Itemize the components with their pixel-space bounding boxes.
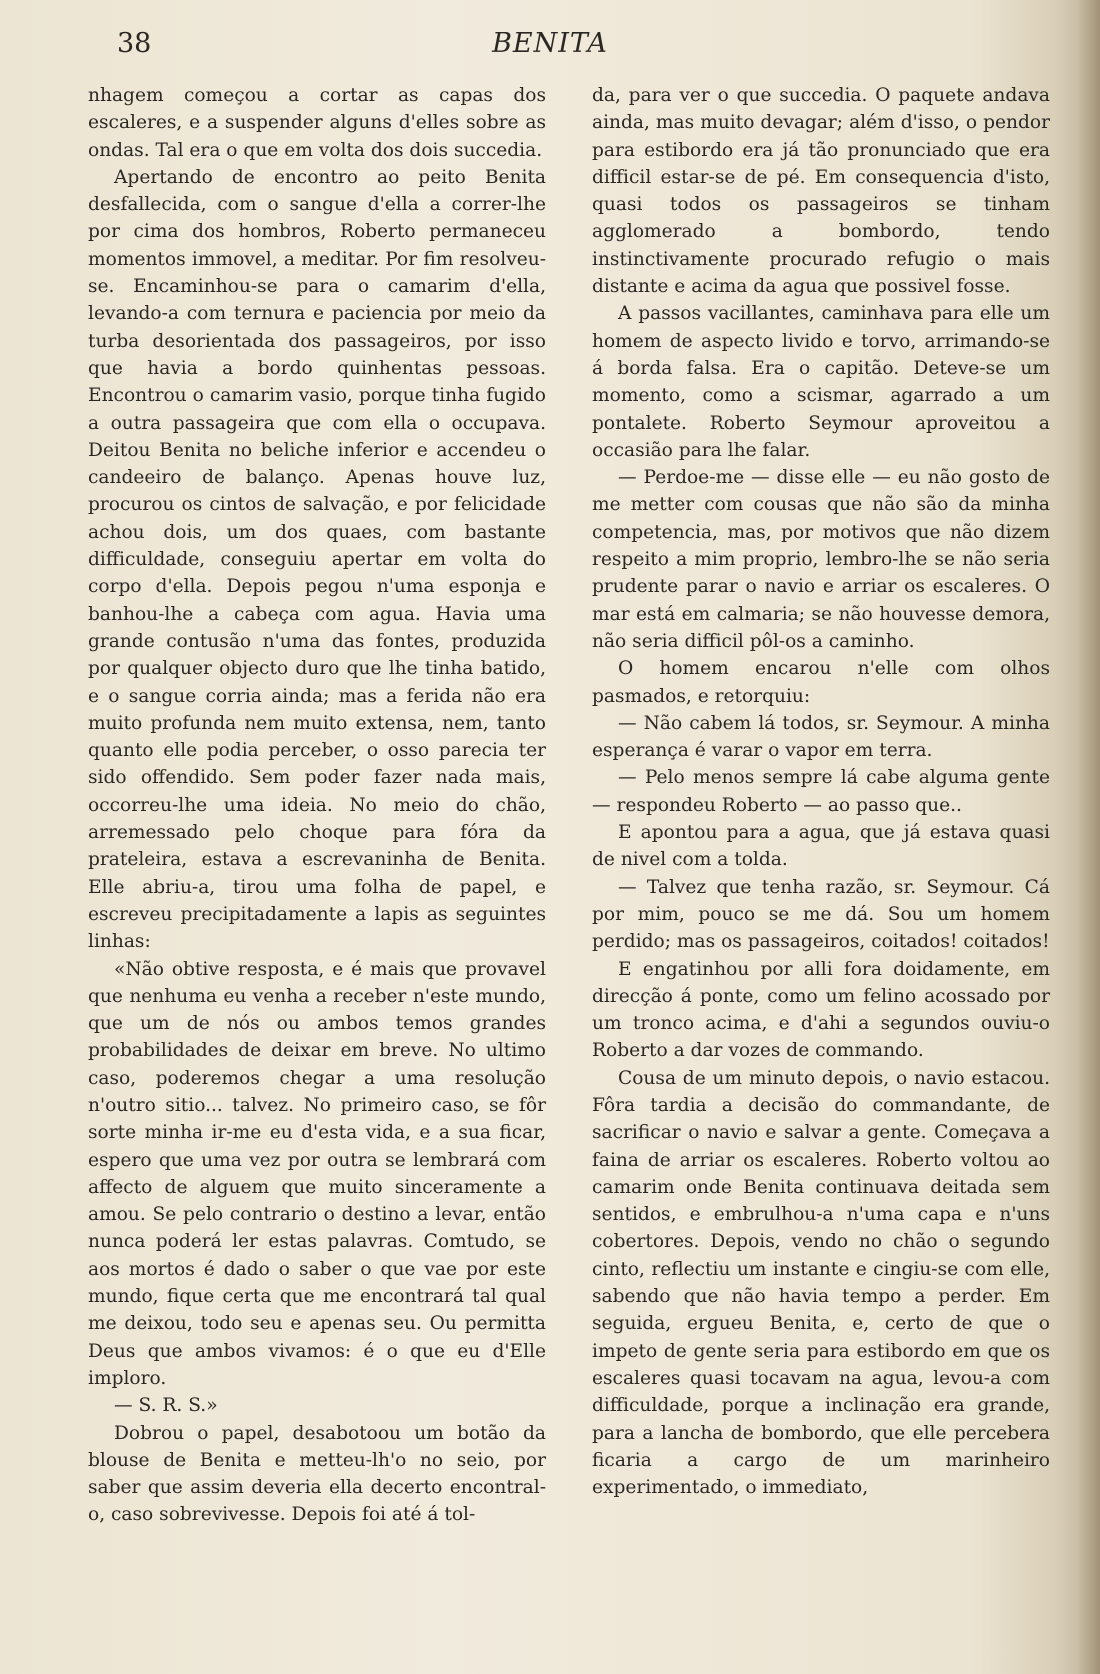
page-header [0,26,1100,66]
paragraph: Cousa de um minuto depois, o navio estacou. Fôra tardia a decisão do commandante, de sacrificar o navio e salvar a gente. Começava a faina de arriar os escaleres. Roberto voltou ao camarim onde Benita continuava deitada sem sentidos, e embrulhou-a n'uma capa e n'uns cobertores. Depois, vendo no chão o segundo cinto, reflectiu um instante e cingiu-se com elle, sabendo que não havia tempo a perder. Em seguida, ergueu Benita, e, certo de que o impeto de gente seria para estibordo em que os escaleres quasi tocavam na agua, levou-a com difficuldade, porque a inclinação era grande, para a lancha de bombordo, que elle percebera ficaria a cargo de um marinheiro experimentado, o immediato, [592,1067,1050,1499]
page-edge-shadow [1078,0,1100,1674]
left-column [88,82,546,1529]
paragraph: nhagem começou a cortar as capas dos escaleres, e a suspender alguns d'elles sobre as ondas. Tal era o que em volta dos dois succedia. [88,85,546,161]
running-title: BENITA [492,28,608,59]
letter-signature: — S. R. S.» [114,1395,218,1417]
letter-paragraph: «Não obtive resposta, e é mais que provavel que nenhuma eu venha a receber n'este mundo, que um de nós ou ambos temos grandes probabilidades de deixar em breve. No ultimo caso, poderemos chegar a uma resolução n'outro sitio... talvez. No primeiro caso, se fôr sorte minha ir-me eu d'esta vida, e a sua ficar, espero que uma vez por outra se lembrará com affecto de alguem que muito sinceramente a amou. Se pelo contrario o destino a levar, então nunca poderá ler estas palavras. Comtudo, se aos mortos é dado o saber o que vae por este mundo, fique certa que me encontrará tal qual me deixou, todo seu e apenas seu. Ou permitta Deus que ambos vivamos: é o que eu d'Elle imploro. [88,958,546,1389]
page-number: 38 [117,28,152,59]
dialogue-paragraph: — Não cabem lá todos, sr. Seymour. A minha esperança é varar o vapor em terra. [592,712,1050,762]
paragraph: O homem encarou n'elle com olhos pasmados, e retorquiu: [592,658,1050,707]
dialogue-paragraph: — Talvez que tenha razão, sr. Seymour. Cá por mim, pouco se me dá. Sou um homem perdido; mas os passageiros, coitados! coitados! [592,876,1050,953]
right-column [592,82,1050,1501]
paragraph: E engatinhou por alli fora doidamente, em direcção á ponte, como um felino acossado por um tronco acima, e d'ahi a segundos ouviu-o Roberto a dar vozes de commando. [592,958,1050,1062]
paragraph: E apontou para a agua, que já estava quasi de nivel com a tolda. [592,822,1050,871]
paragraph: da, para ver o que succedia. O paquete andava ainda, mas muito devagar; além d'isso, o pendor para estibordo era já tão pronunciado que era difficil estar-se de pé. Em consequencia d'isto, quasi todos os passageiros se tinham agglomerado a bombordo, tendo instinctivamente procurado refugio o mais distante e acima da agua que possivel fosse. [592,85,1050,298]
paragraph: Apertando de encontro ao peito Benita desfallecida, com o sangue d'ella a correr-lhe por cima dos hombros, Roberto permaneceu momentos immovel, a meditar. Por fim resolveu-se. Encaminhou-se para o camarim d'ella, levando-a com ternura e paciencia por meio da turba desorientada dos passageiros, por isso que havia a bordo quinhentas pessoas. Encontrou o camarim vasio, porque tinha fugido a outra passageira que com ella o occupava. Deitou Benita no beliche inferior e accendeu o candeeiro de balanço. Apenas houve luz, procurou os cintos de salvação, e por felicidade achou dois, um dos quaes, com bastante difficuldade, conseguiu apertar em volta do corpo d'ella. Depois pegou n'uma esponja e banhou-lhe a cabeça com agua. Havia uma grande contusão n'uma das fontes, produzida por qualquer objecto duro que lhe tinha batido, e o sangue corria ainda; mas a ferida não era muito profunda nem muito extensa, nem, tanto quanto elle podia perceber, o osso parecia ter sido offendido. Sem poder fazer nada mais, occorreu-lhe uma ideia. No meio do chão, arremessado pelo choque para fóra da prateleira, estava a escrevaninha de Benita. Elle abriu-a, tirou uma folha de papel, e escreveu precipitadamente a lapis as seguintes linhas: [88,166,546,953]
paragraph: Dobrou o papel, desabotoou um botão da blouse de Benita e metteu-lh'o no seio, por saber que assim deveria ella decerto encontral-o, caso sobrevivesse. Depois foi até á tol- [88,1422,546,1526]
paragraph: A passos vacillantes, caminhava para elle um homem de aspecto livido e torvo, arrimando-se á borda falsa. Era o capitão. Deteve-se um momento, como a scismar, agarrado a um pontalete. Roberto Seymour aproveitou a occasião para lhe falar. [592,303,1050,461]
dialogue-paragraph: — Pelo menos sempre lá cabe alguma gente — respondeu Roberto — ao passo que.. [592,767,1050,816]
dialogue-paragraph: — Perdoe-me — disse elle — eu não gosto de me metter com cousas que não são da minha competencia, mas, por motivos que não dizem respeito a mim proprio, lembro-lhe se não seria prudente parar o navio e arriar os escaleres. O mar está em calmaria; se não houvesse demora, não seria difficil pôl-os a caminho. [592,467,1050,652]
